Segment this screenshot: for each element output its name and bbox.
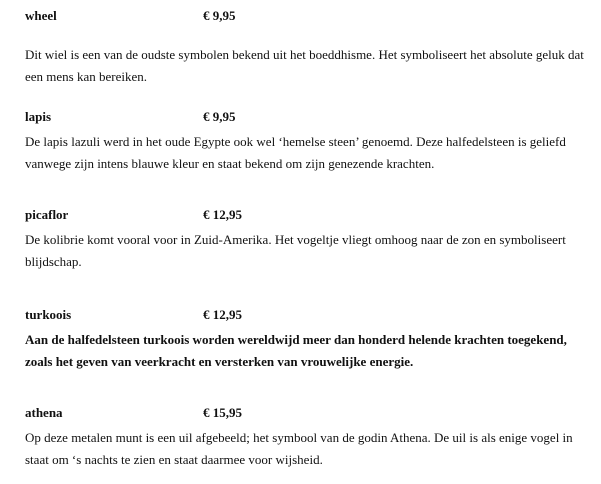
product-price: € 9,95 <box>203 8 236 23</box>
product-description: De lapis lazuli werd in het oude Egypte ook wel ‘hemelse steen’ genoemd. Deze halfedelsteen is geliefd vanwege zijn intens blauwe kleur en staat bekend om zijn genezende krachten. <box>25 134 566 171</box>
product-lapis <box>25 109 585 171</box>
product-price: € 15,95 <box>203 405 242 420</box>
product-turkoois <box>25 307 585 369</box>
product-header <box>25 307 585 323</box>
product-name: athena <box>25 405 63 420</box>
product-price: € 9,95 <box>203 109 236 124</box>
product-name: lapis <box>25 109 52 124</box>
product-wheel <box>25 8 585 84</box>
product-description: Op deze metalen munt is een uil afgebeeld; het symbool van de godin Athena. De uil is als enige vogel in staat om ‘s nachts te zien en staat daarmee voor wijsheid. <box>25 430 573 467</box>
product-name: turkoois <box>25 307 72 322</box>
product-header <box>25 8 585 24</box>
product-price: € 12,95 <box>203 307 242 322</box>
product-description: Dit wiel is een van de oudste symbolen bekend uit het boeddhisme. Het symboliseert het absolute geluk dat een mens kan bereiken. <box>25 47 584 84</box>
product-header <box>25 207 585 223</box>
product-name: picaflor <box>25 207 69 222</box>
product-picaflor <box>25 207 585 269</box>
product-header <box>25 405 585 421</box>
product-athena <box>25 405 585 467</box>
product-description: Aan de halfedelsteen turkoois worden wereldwijd meer dan honderd helende krachten toegekend, zoals het geven van veerkracht en versterken van vrouwelijke energie. <box>25 332 567 369</box>
product-header <box>25 109 585 125</box>
product-name: wheel <box>25 8 57 23</box>
product-description: De kolibrie komt vooral voor in Zuid-Amerika. Het vogeltje vliegt omhoog naar de zon en symboliseert blijdschap. <box>25 232 566 269</box>
product-price: € 12,95 <box>203 207 242 222</box>
